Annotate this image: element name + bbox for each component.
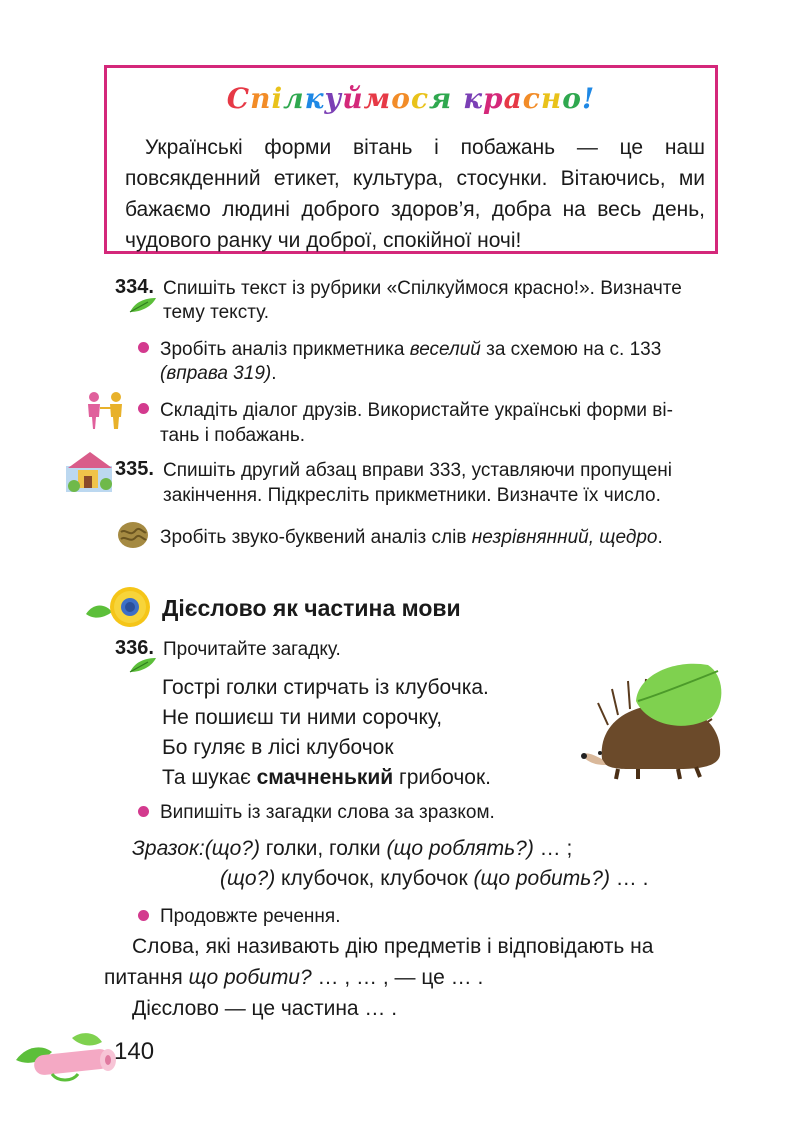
paragraph-line-1: Слова, які називають дію предметів і відповідають на — [132, 935, 654, 958]
leaf-pen-icon — [128, 656, 158, 674]
text: … , … , — це … . — [311, 966, 484, 989]
page-number: 140 — [114, 1038, 155, 1065]
section-heading: Дієслово як частина мови — [162, 595, 461, 621]
walnut-icon — [116, 520, 150, 550]
text: питання — [104, 966, 189, 989]
rubric-title — [107, 82, 715, 115]
bullet-icon — [138, 403, 149, 414]
poem-line-1: Гострі голки стирчать із клубочка. — [162, 676, 489, 699]
scroll-flower-decoration — [12, 1026, 120, 1086]
sample-label: Зразок: — [132, 837, 205, 860]
exercise-336-number: 336. — [115, 637, 154, 659]
leaf-pen-icon — [128, 296, 158, 314]
exercise-335-task — [160, 525, 730, 551]
text: грибочок. — [393, 766, 491, 789]
rubric-text: Українські форми вітань і побажань — це наш повсякденний етикет, культура, стосунки. Вітаючись, ми бажаємо людині доброго здоров’я, добра на весь день, чудового ранку чи доброї, спокійної ночі! — [125, 136, 705, 252]
question: що робити? — [188, 966, 312, 989]
exercise-334-line1: Спишіть текст із рубрики «Спілкуймося красно!». Визначте — [163, 278, 682, 299]
exercise-334-number: 334. — [115, 276, 154, 298]
house-picture-icon — [64, 450, 116, 494]
italic-words: незрівнянний, щедро — [471, 527, 658, 548]
exercise-336-bullet2: Продовжте речення. — [160, 906, 341, 927]
text: за схемою на с. 133 — [480, 339, 662, 360]
bullet-icon — [138, 910, 149, 921]
bullet-icon — [138, 806, 149, 817]
text: Зробіть аналіз прикметника — [160, 339, 410, 360]
exercise-334-line2: тему тексту. — [163, 302, 269, 323]
reference: (вправа 319) — [160, 363, 272, 384]
question: (що?) — [204, 837, 260, 860]
rubric-title-text: Спілкуймося красно! — [226, 82, 596, 115]
text: … . — [609, 867, 649, 890]
exercise-334-bullet1 — [160, 337, 730, 363]
italic-word: веселий — [409, 339, 481, 360]
text: Та шукає — [162, 766, 257, 789]
poem-line-4 — [162, 763, 491, 793]
exercise-334-bullet2-line1: Складіть діалог друзів. Використайте українські форми ві- — [160, 400, 673, 421]
question: (що?) — [220, 867, 276, 890]
rubric-box — [104, 65, 718, 254]
sunflower-icon — [84, 584, 154, 630]
question: (що робить?) — [473, 867, 610, 890]
hedgehog-illustration — [578, 655, 738, 785]
text: клубочок, клубочок — [275, 867, 474, 890]
bold-word: смачненький — [256, 766, 394, 789]
exercise-334-bullet1-ref — [160, 361, 277, 387]
text: голки, голки — [259, 837, 387, 860]
exercise-335-number: 335. — [115, 458, 154, 480]
bullet-icon — [138, 342, 149, 353]
sample-line-1 — [132, 834, 572, 864]
poem-line-2: Не пошиєш ти ними сорочку, — [162, 706, 443, 729]
poem-line-3: Бо гуляє в лісі клубочок — [162, 736, 394, 759]
text: . — [657, 527, 663, 548]
text: . — [271, 363, 277, 384]
paragraph-line-2 — [104, 961, 483, 994]
text: Зробіть звуко-буквений аналіз слів — [160, 527, 472, 548]
exercise-336-intro: Прочитайте загадку. — [163, 639, 341, 660]
exercise-336-bullet1: Випишіть із загадки слова за зразком. — [160, 802, 495, 823]
friends-icon — [82, 390, 130, 430]
question: (що роблять?) — [386, 837, 534, 860]
exercise-335-line2: закінчення. Підкресліть прикметники. Визначте їх число. — [163, 485, 661, 506]
paragraph-definition: Дієслово — це частина … . — [132, 997, 398, 1020]
sample-line-2 — [220, 864, 648, 894]
text: … ; — [533, 837, 573, 860]
exercise-335-line1: Спишіть другий абзац вправи 333, уставляючи пропущені — [163, 460, 672, 481]
exercise-334-bullet2-line2: тань і побажань. — [160, 425, 306, 446]
